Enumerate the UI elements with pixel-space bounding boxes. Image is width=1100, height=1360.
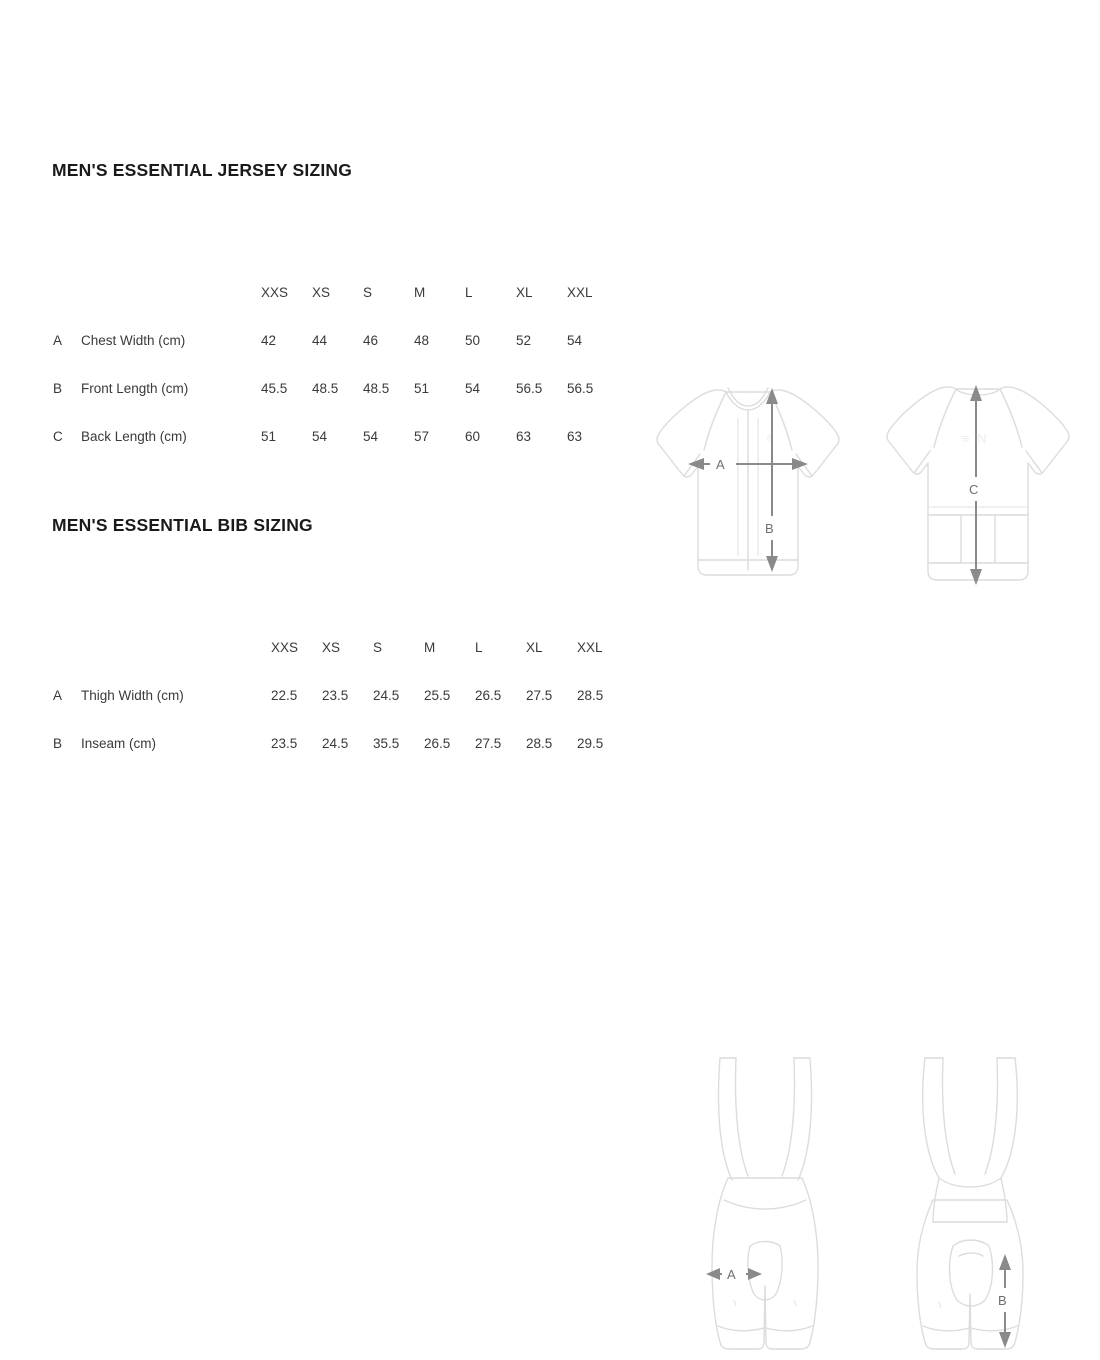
cell-thigh-l: 26.5 [475, 687, 502, 703]
cell-thigh-xl: 27.5 [526, 687, 553, 703]
label-c: C [969, 482, 979, 497]
header-size-xxl: XXL [567, 284, 593, 300]
header-size-xxl: XXL [577, 639, 603, 655]
cell-chest-l: 50 [465, 332, 481, 348]
header-label [81, 268, 261, 316]
table-header-row [48, 623, 628, 671]
row-label-back-length: Back Length (cm) [81, 428, 187, 444]
cell-front-xs: 48.5 [312, 380, 339, 396]
cell-thigh-xxl: 28.5 [577, 687, 604, 703]
label-b: B [765, 521, 774, 536]
header-size-xxs: XXS [261, 284, 289, 300]
cell-thigh-s: 24.5 [373, 687, 400, 703]
cell-chest-xs: 44 [312, 332, 328, 348]
jersey-logo-mark: ≡ [766, 430, 776, 445]
bib-sizing-section [0, 515, 1100, 1308]
cell-inseam-xxl: 29.5 [577, 735, 604, 751]
cell-back-m: 57 [414, 428, 430, 444]
table-header-row [48, 268, 618, 316]
cell-inseam-m: 26.5 [424, 735, 451, 751]
jersey-section-title: MEN'S ESSENTIAL JERSEY SIZING [52, 160, 353, 180]
cell-chest-xl: 52 [516, 332, 532, 348]
cell-chest-xxs: 42 [261, 332, 277, 348]
table-row [48, 719, 628, 767]
cell-back-l: 60 [465, 428, 481, 444]
cell-back-xs: 54 [312, 428, 328, 444]
cell-front-s: 48.5 [363, 380, 390, 396]
header-size-xl: XL [526, 639, 543, 655]
row-label-front-length: Front Length (cm) [81, 380, 189, 396]
cell-inseam-xl: 28.5 [526, 735, 553, 751]
cell-back-xl: 63 [516, 428, 532, 444]
row-key-c: C [53, 428, 63, 444]
header-size-s: S [363, 284, 373, 300]
label-a: A [727, 1267, 736, 1282]
cell-chest-xxl: 54 [567, 332, 583, 348]
header-size-s: S [373, 639, 383, 655]
row-key-b: B [53, 735, 63, 751]
header-size-l: L [465, 284, 473, 300]
label-a: A [716, 457, 725, 472]
cell-chest-m: 48 [414, 332, 430, 348]
bib-back-illustration [895, 1050, 1045, 1360]
cell-inseam-s: 35.5 [373, 735, 400, 751]
bib-front-illustration [690, 1050, 840, 1360]
table-row [48, 412, 618, 460]
header-key [48, 623, 81, 671]
label-b: B [998, 1293, 1007, 1308]
cell-thigh-xxs: 22.5 [271, 687, 298, 703]
header-size-m: M [414, 284, 426, 300]
row-label-thigh-width: Thigh Width (cm) [81, 687, 184, 703]
header-size-xs: XS [322, 639, 341, 655]
header-size-xxs: XXS [271, 639, 299, 655]
cell-front-xxs: 45.5 [261, 380, 288, 396]
header-size-l: L [475, 639, 483, 655]
table-row [48, 364, 618, 412]
row-key-a: A [53, 687, 63, 703]
jersey-size-table [48, 268, 618, 460]
row-key-b: B [53, 380, 63, 396]
cell-inseam-xs: 24.5 [322, 735, 349, 751]
cell-chest-s: 46 [363, 332, 379, 348]
cell-front-xxl: 56.5 [567, 380, 594, 396]
jersey-back-logo-mark: ≡ N [962, 431, 989, 446]
row-label-inseam: Inseam (cm) [81, 735, 157, 751]
cell-front-m: 51 [414, 380, 430, 396]
cell-front-l: 54 [465, 380, 481, 396]
cell-back-xxl: 63 [567, 428, 583, 444]
row-key-a: A [53, 332, 63, 348]
cell-front-xl: 56.5 [516, 380, 543, 396]
header-size-xl: XL [516, 284, 533, 300]
cell-back-s: 54 [363, 428, 379, 444]
cell-inseam-xxs: 23.5 [271, 735, 298, 751]
cell-thigh-m: 25.5 [424, 687, 451, 703]
table-row [48, 316, 618, 364]
header-size-m: M [424, 639, 436, 655]
table-row [48, 671, 628, 719]
row-label-chest-width: Chest Width (cm) [81, 332, 186, 348]
header-size-xs: XS [312, 284, 331, 300]
header-label [81, 623, 271, 671]
cell-back-xxs: 51 [261, 428, 277, 444]
bib-section-title: MEN'S ESSENTIAL BIB SIZING [52, 515, 313, 535]
cell-thigh-xs: 23.5 [322, 687, 349, 703]
cell-inseam-l: 27.5 [475, 735, 502, 751]
header-key [48, 268, 81, 316]
bib-size-table [48, 623, 628, 767]
